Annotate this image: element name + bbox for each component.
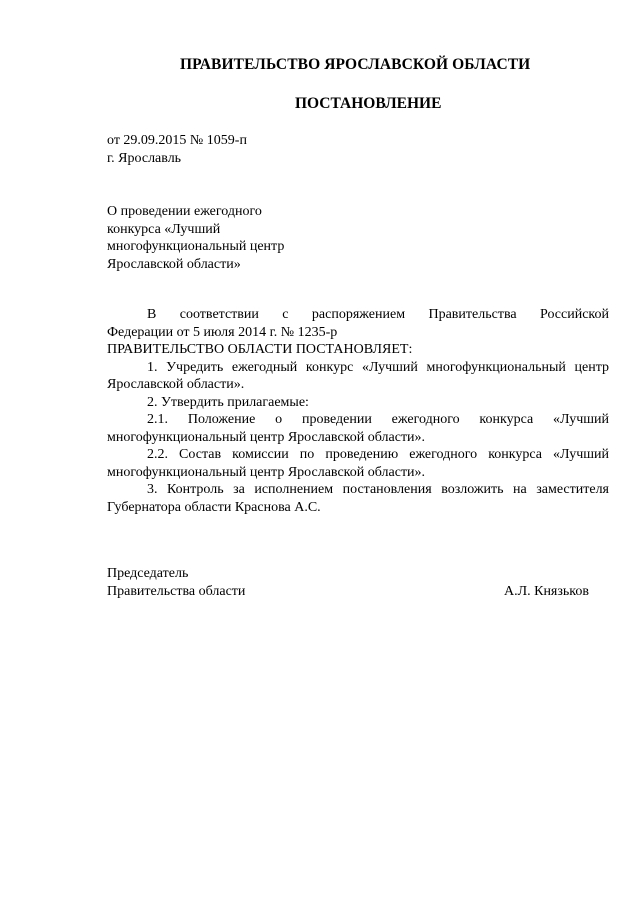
item-2-1: 2.1. Положение о проведении ежегодного конкурса «Лучший многофункциональный центр Ярославской области».	[107, 412, 609, 445]
document-meta	[107, 132, 247, 167]
signature-row	[107, 583, 589, 601]
subject-line: конкурса «Лучший	[107, 221, 221, 237]
resolves-line: ПРАВИТЕЛЬСТВО ОБЛАСТИ ПОСТАНОВЛЯЕТ:	[107, 342, 413, 357]
city-line: г. Ярославль	[107, 150, 182, 166]
preamble-line-1: В соответствии с распоряжением Правительства Российской	[147, 307, 609, 322]
document-type-title: ПОСТАНОВЛЕНИЕ	[295, 95, 442, 112]
subject-line: О проведении ежегодного	[107, 204, 262, 219]
signature-block	[107, 565, 589, 600]
signatory-position-line-2: Правительства области	[107, 583, 246, 599]
subject-line: Ярославской области»	[107, 256, 241, 272]
item-2: 2. Утвердить прилагаемые:	[147, 394, 309, 410]
subject-line: многофункциональный центр	[107, 239, 285, 254]
item-1: 1. Учредить ежегодный конкурс «Лучший многофункциональный центр Ярославской области».	[107, 359, 609, 392]
signatory-name: А.Л. Князьков	[504, 583, 589, 599]
organization-title: ПРАВИТЕЛЬСТВО ЯРОСЛАВСКОЙ ОБЛАСТИ	[180, 56, 531, 73]
preamble-line-2: Федерации от 5 июля 2014 г. № 1235-р	[107, 324, 338, 340]
item-2-2: 2.2. Состав комиссии по проведению ежегодного конкурса «Лучший многофункциональный центр Ярославской области».	[107, 447, 609, 480]
date-number-line: от 29.09.2015 № 1059-п	[107, 133, 247, 148]
document-subject	[107, 203, 327, 273]
signatory-position-line-1: Председатель	[107, 566, 189, 581]
document-body	[107, 306, 609, 516]
item-3: 3. Контроль за исполнением постановления возложить на заместителя Губернатора области Краснова А.С.	[107, 482, 609, 515]
